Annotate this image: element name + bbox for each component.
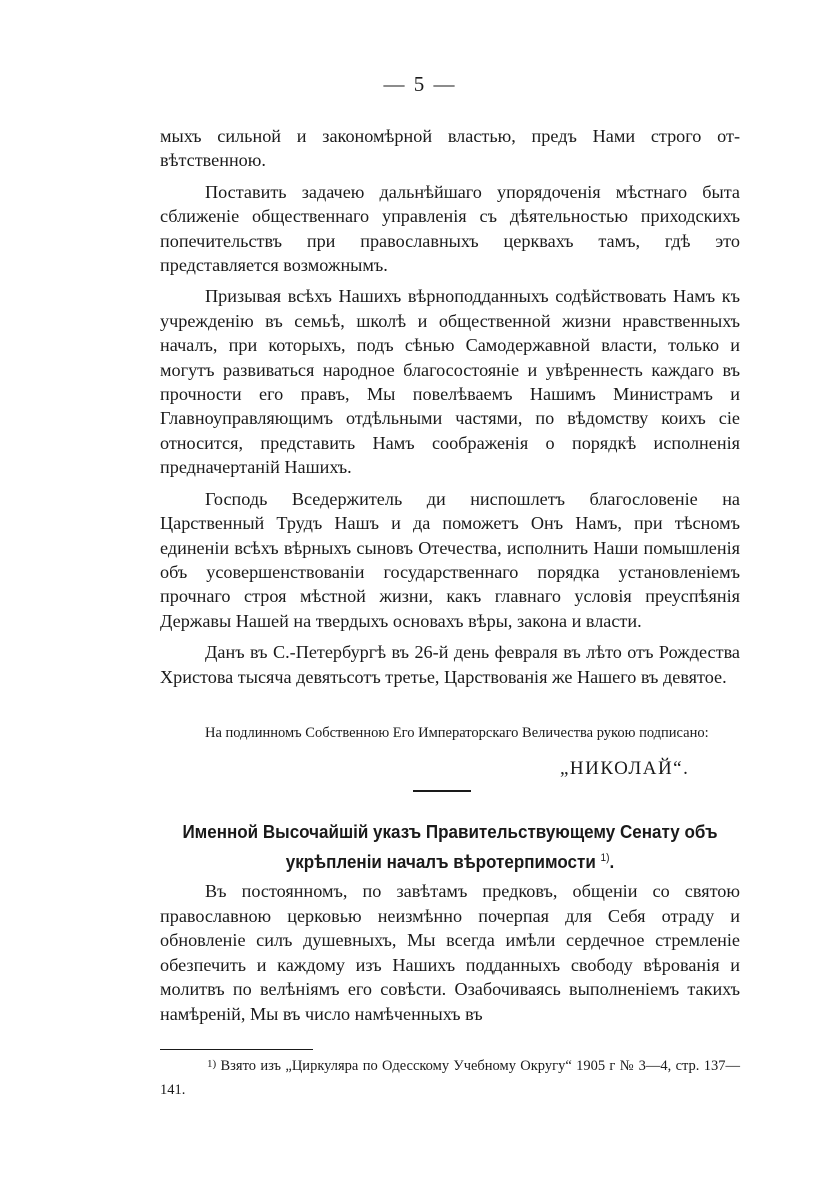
decree-title-line1: Именной Высочайшій указъ Правительствующему Сенату объ xyxy=(182,821,718,842)
paragraph-local-administration: Поставить задачею дальнѣйшаго упорядоченія мѣстнаго быта сближеніе общественнаго управленія съ дѣятельностью приходскихъ попечительствъ при православныхъ церквахъ тамъ, гдѣ это представляется возможнымъ. xyxy=(160,181,740,276)
decree-title-line2: укрѣпленіи началъ вѣротерпимости xyxy=(285,851,596,873)
paragraph-continuation: мыхъ сильной и закономѣрной властью, предъ Нами строго отвѣтственною. xyxy=(160,126,740,171)
paragraph-decree-opening: Въ постоянномъ, по завѣтамъ предковъ, общеніи со святою православною церковью неизмѣнно почерпая для Себя отраду и обновленіе силъ душевныхъ, Мы всегда имѣли сердечное стремленіе обезпечить и каждому изъ Нашихъ подданныхъ свободу вѣрованія и молитвъ по велѣніямъ его совѣсти. Озабочиваясь выполненіемъ такихъ намѣреній, Мы въ число намѣченныхъ въ xyxy=(160,881,740,1024)
main-text-part2 xyxy=(160,879,740,1027)
signature-name: „НИКОЛАЙ“. xyxy=(560,758,690,779)
paragraph-blessing: Господь Вседержитель ди ниспошлетъ благословеніе на Царственный Трудъ Нашъ и да поможетъ Онъ Намъ, при тѣсномъ единеніи всѣхъ вѣрныхъ сыновъ Отечества, исполнить Наши помышленія объ усовершенствованіи государственнаго порядка установленіемъ прочнаго строя мѣстной жизни, какъ главнаго условія преуспѣянія Державы Нашей на твердыхъ основахъ вѣры, закона и власти. xyxy=(160,488,740,631)
paragraph-dated: Данъ въ С.-Петербургѣ въ 26-й день февраля въ лѣто отъ Рождества Христова тысяча девятьсотъ третье, Царствованія же Нашего въ девятое. xyxy=(160,642,740,687)
decree-title xyxy=(174,819,726,875)
decree-title-end: . xyxy=(609,851,615,873)
signature-note: На подлинномъ Собственною Его Императорскаго Величества рукою подписано: xyxy=(205,725,709,741)
section-separator xyxy=(413,790,471,792)
footnote-mark: 1) xyxy=(207,1058,217,1070)
footnote-rule xyxy=(160,1049,313,1050)
paragraph-appeal-to-subjects: Призывая всѣхъ Нашихъ вѣрноподданныхъ содѣйствовать Намъ къ учрежденію въ семьѣ, школѣ и общественной жизни нравственныхъ началъ, при которыхъ, подъ сѣнью Самодержавной власти, только и могутъ развиваться народное благосостояніе и увѣреннесть каждаго въ прочности его правъ, Мы повелѣваемъ Нашимъ Министрамъ и Главноуправляющимъ отдѣльными частями, по вѣдомству коихъ сіе относится, представить Намъ соображенія о порядкѣ исполненія предначертаній Нашихъ. xyxy=(160,286,740,478)
footnote xyxy=(160,1052,740,1102)
main-text-part1 xyxy=(160,124,740,689)
decree-title-footnote-ref: 1) xyxy=(600,852,610,864)
page-number: — 5 — xyxy=(383,72,457,96)
footnote-text: Взято изъ „Циркуляра по Одесскому Учебному Округу“ 1905 г № 3—4, стр. 137—141. xyxy=(160,1058,740,1098)
